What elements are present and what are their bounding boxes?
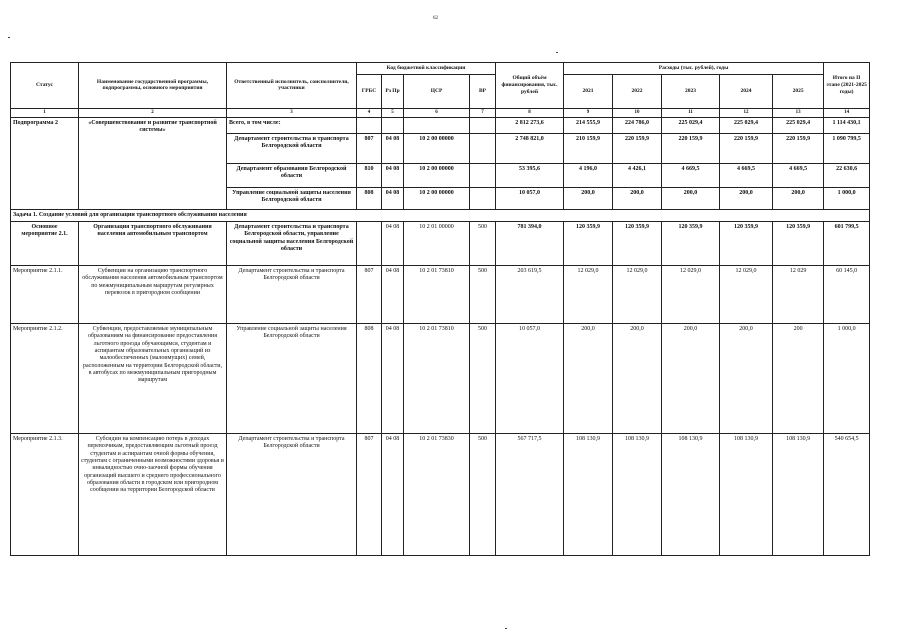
total-cell: 203 619,5 — [496, 266, 564, 324]
subprogram-name: «Совершенствование и развитие транспортной системы» — [79, 117, 227, 209]
rzpr-cell: 04 08 — [382, 266, 404, 324]
year-cell: 224 786,0 — [613, 117, 662, 133]
scan-speck — [556, 52, 558, 53]
event-name: Субвенции на организацию транспортного обслуживания населения автомобильным транспортом по межмуниципальным маршрутам регулярных перевозок в пригородном сообщении — [79, 266, 227, 324]
year-cell: 220 159,9 — [613, 133, 662, 163]
header-row-1 — [11, 63, 870, 75]
year-cell: 200,0 — [662, 187, 720, 209]
colnum: 3 — [227, 108, 357, 117]
year-cell: 12 029,0 — [613, 266, 662, 324]
csr-cell: 10 2 00 00000 — [404, 163, 470, 187]
grbs-cell: 808 — [357, 324, 382, 434]
total-cell: 10 057,0 — [496, 187, 564, 209]
grbs-cell: 807 — [357, 133, 382, 163]
subprogram-status: Подпрограмма 2 — [11, 117, 79, 209]
csr-cell: 10 2 00 00000 — [404, 133, 470, 163]
executor-cell: Департамент строительства и транспорта Белгородской области, управление социальной защиты населения Белгородской области — [227, 222, 357, 266]
header-year-2024: 2024 — [720, 74, 773, 108]
colnum: 8 — [496, 108, 564, 117]
year-cell: 200,0 — [720, 187, 773, 209]
vr-cell: 500 — [470, 324, 496, 434]
executor-cell: Управление социальной защиты населения Белгородской области — [227, 324, 357, 434]
year-cell: 200,0 — [773, 187, 824, 209]
header-name: Наименование государственной программы, подпрограммы, основного мероприятия — [79, 63, 227, 109]
grbs-cell — [357, 222, 382, 266]
executor-cell: Всего, в том числе: — [227, 117, 357, 133]
task-title: Задача 1. Создание условий для организации транспортного обслуживания населения — [11, 209, 870, 221]
vr-cell — [470, 187, 496, 209]
year-cell: 200,0 — [613, 187, 662, 209]
year-cell: 200,0 — [720, 324, 773, 434]
itogo-cell: 1 114 430,1 — [824, 117, 870, 133]
year-cell: 200,0 — [564, 187, 613, 209]
csr-cell: 10 2 01 73810 — [404, 324, 470, 434]
table-row — [11, 222, 870, 266]
table-row — [11, 324, 870, 434]
table-row — [11, 117, 870, 133]
year-cell: 120 359,9 — [662, 222, 720, 266]
header-vr: ВР — [470, 74, 496, 108]
itogo-cell: 60 145,0 — [824, 266, 870, 324]
scan-speck — [8, 37, 10, 38]
task-row — [11, 209, 870, 221]
header-total: Общий объём финансирования, тыс. рублей — [496, 63, 564, 109]
year-cell: 200,0 — [564, 324, 613, 434]
year-cell: 12 029 — [773, 266, 824, 324]
grbs-cell: 808 — [357, 187, 382, 209]
year-cell: 108 130,9 — [720, 434, 773, 556]
itogo-cell: 22 630,6 — [824, 163, 870, 187]
year-cell: 120 359,9 — [613, 222, 662, 266]
csr-cell: 10 2 01 73830 — [404, 434, 470, 556]
year-cell: 214 555,9 — [564, 117, 613, 133]
year-cell: 120 359,9 — [720, 222, 773, 266]
year-cell: 220 159,9 — [662, 133, 720, 163]
page-number: 62 — [433, 16, 438, 21]
header-year-2022: 2022 — [613, 74, 662, 108]
total-cell: 567 717,5 — [496, 434, 564, 556]
year-cell: 200 — [773, 324, 824, 434]
grbs-cell — [357, 117, 382, 133]
total-cell: 53 395,6 — [496, 163, 564, 187]
header-year-2021: 2021 — [564, 74, 613, 108]
main-event-name: Организация транспортного обслуживания населения автомобильным транспортом — [79, 222, 227, 266]
colnum: 11 — [662, 108, 720, 117]
rzpr-cell — [382, 117, 404, 133]
year-cell: 225 029,4 — [662, 117, 720, 133]
table-row — [11, 434, 870, 556]
total-cell: 10 057,0 — [496, 324, 564, 434]
event-status: Мероприятие 2.1.2. — [11, 324, 79, 434]
scan-speck — [505, 628, 507, 629]
total-cell: 2 748 821,0 — [496, 133, 564, 163]
grbs-cell: 807 — [357, 434, 382, 556]
header-year-2025: 2025 — [773, 74, 824, 108]
total-cell: 2 812 273,6 — [496, 117, 564, 133]
year-cell: 12 029,0 — [662, 266, 720, 324]
year-cell: 108 130,9 — [613, 434, 662, 556]
itogo-cell: 540 654,5 — [824, 434, 870, 556]
year-cell: 225 029,4 — [773, 117, 824, 133]
event-name: Субвенции, предоставляемые муниципальным образованиям на финансирование предоставления льготного проезда обучающимся, студентам и аспирантам образовательных организаций из малообеспеченных (малоимущих) семей, расположенным на территории Белгородской области, в автобусах по межмуниципальным пригородным маршрутам — [79, 324, 227, 434]
year-cell: 4 669,5 — [720, 163, 773, 187]
main-event-status: Основное мероприятие 2.1. — [11, 222, 79, 266]
itogo-cell: 1 000,0 — [824, 187, 870, 209]
grbs-cell: 807 — [357, 266, 382, 324]
year-cell: 108 130,9 — [773, 434, 824, 556]
colnum: 13 — [773, 108, 824, 117]
vr-cell — [470, 133, 496, 163]
colnum: 10 — [613, 108, 662, 117]
colnum: 6 — [404, 108, 470, 117]
colnum: 12 — [720, 108, 773, 117]
colnum: 2 — [79, 108, 227, 117]
table-row — [11, 266, 870, 324]
rzpr-cell: 04 08 — [382, 163, 404, 187]
year-cell: 210 159,9 — [564, 133, 613, 163]
executor-cell: Департамент строительства и транспорта Белгородской области — [227, 133, 357, 163]
itogo-cell: 601 799,5 — [824, 222, 870, 266]
itogo-cell: 1 000,0 — [824, 324, 870, 434]
year-cell: 225 029,4 — [720, 117, 773, 133]
executor-cell: Департамент строительства и транспорта Белгородской области — [227, 266, 357, 324]
vr-cell: 500 — [470, 222, 496, 266]
year-cell: 4 196,0 — [564, 163, 613, 187]
year-cell: 220 159,9 — [720, 133, 773, 163]
vr-cell: 500 — [470, 434, 496, 556]
rzpr-cell: 04 08 — [382, 222, 404, 266]
year-cell: 4 426,1 — [613, 163, 662, 187]
colnum: 5 — [382, 108, 404, 117]
column-number-row — [11, 108, 870, 117]
colnum: 14 — [824, 108, 870, 117]
header-status: Статус — [11, 63, 79, 109]
year-cell: 120 359,9 — [773, 222, 824, 266]
colnum: 4 — [357, 108, 382, 117]
header-executor: Ответственный исполнитель, соисполнители, участники — [227, 63, 357, 109]
header-itogo: Итого на II этапе (2021-2025 годы) — [824, 63, 870, 109]
executor-cell: Департамент образования Белгородской области — [227, 163, 357, 187]
rzpr-cell: 04 08 — [382, 434, 404, 556]
colnum: 1 — [11, 108, 79, 117]
colnum: 7 — [470, 108, 496, 117]
header-budget-code: Код бюджетной классификации — [357, 63, 496, 75]
year-cell: 4 669,5 — [773, 163, 824, 187]
itogo-cell: 1 090 799,5 — [824, 133, 870, 163]
event-status: Мероприятие 2.1.1. — [11, 266, 79, 324]
header-grbs: ГРБС — [357, 74, 382, 108]
year-cell: 108 130,9 — [662, 434, 720, 556]
header-year-2023: 2023 — [662, 74, 720, 108]
year-cell: 4 669,5 — [662, 163, 720, 187]
rzpr-cell: 04 08 — [382, 133, 404, 163]
year-cell: 200,0 — [662, 324, 720, 434]
total-cell: 781 394,0 — [496, 222, 564, 266]
rzpr-cell: 04 08 — [382, 324, 404, 434]
year-cell: 200,0 — [613, 324, 662, 434]
csr-cell: 10 2 01 00000 — [404, 222, 470, 266]
header-expenses: Расходы (тыс. рублей), годы — [564, 63, 824, 75]
vr-cell — [470, 117, 496, 133]
executor-cell: Департамент строительства и транспорта Белгородской области — [227, 434, 357, 556]
year-cell: 108 130,9 — [564, 434, 613, 556]
colnum: 9 — [564, 108, 613, 117]
grbs-cell: 810 — [357, 163, 382, 187]
event-status: Мероприятие 2.1.3. — [11, 434, 79, 556]
header-csr: ЦСР — [404, 74, 470, 108]
vr-cell — [470, 163, 496, 187]
csr-cell — [404, 117, 470, 133]
event-name: Субсидии на компенсацию потерь в доходах перевозчикам, предоставляющим льготный проезд студентам и аспирантам очной формы обучения, студентам с ограниченными возможностями здоровья и инвалидностью очно-заочной формы обучения организаций высшего и среднего профессионального образования области в городском или пригородном сообщении на территории Белгородской области — [79, 434, 227, 556]
header-rzpr: Рз Пр — [382, 74, 404, 108]
year-cell: 12 029,0 — [720, 266, 773, 324]
csr-cell: 10 2 01 73810 — [404, 266, 470, 324]
rzpr-cell: 04 08 — [382, 187, 404, 209]
csr-cell: 10 2 00 00000 — [404, 187, 470, 209]
budget-table — [10, 62, 870, 556]
year-cell: 220 159,9 — [773, 133, 824, 163]
vr-cell: 500 — [470, 266, 496, 324]
year-cell: 120 359,9 — [564, 222, 613, 266]
year-cell: 12 029,0 — [564, 266, 613, 324]
executor-cell: Управление социальной защиты населения Белгородской области — [227, 187, 357, 209]
